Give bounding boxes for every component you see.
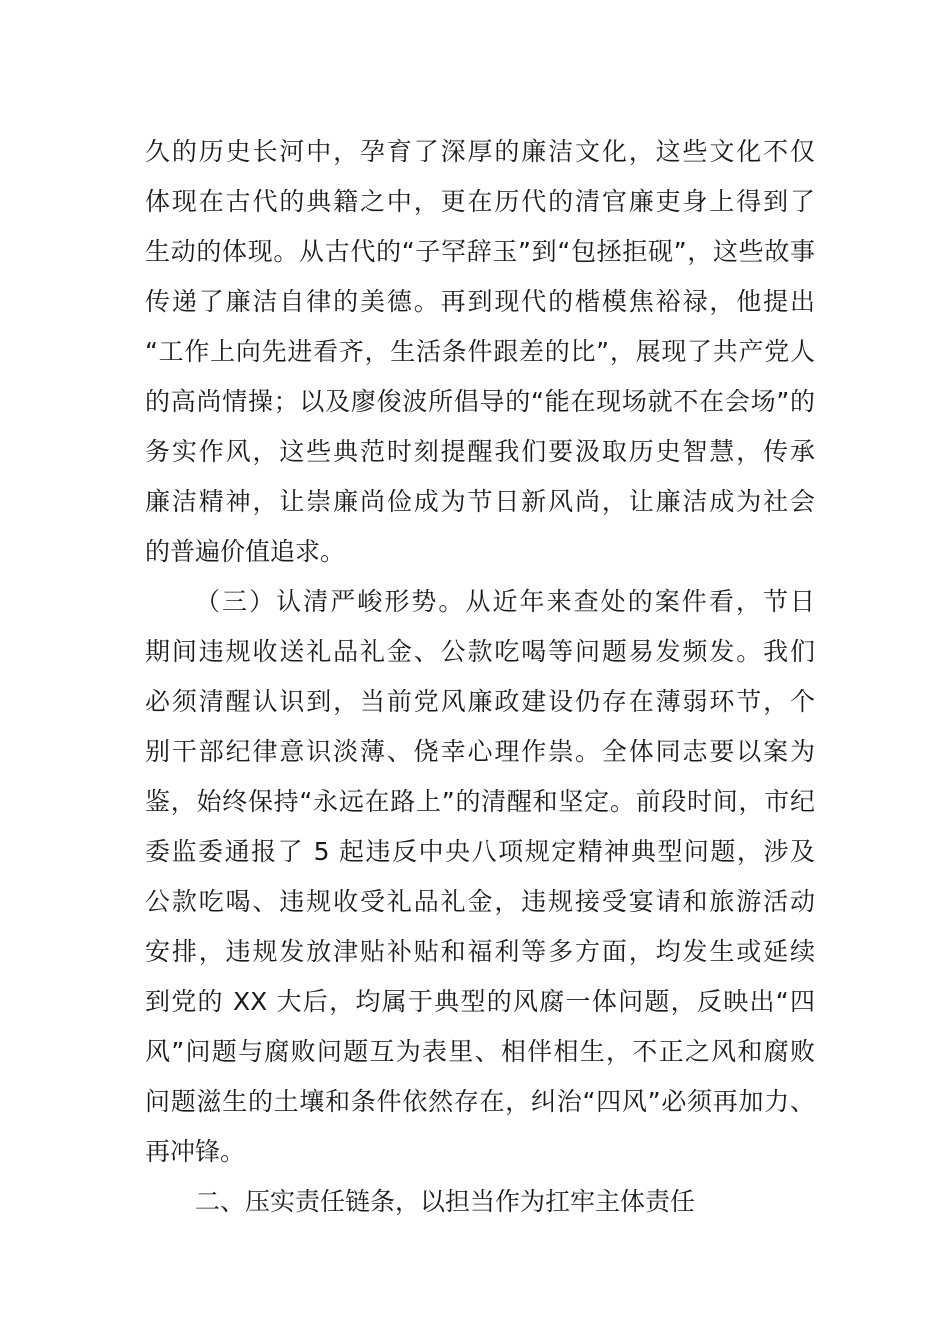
text-line: 务实作风，这些典范时刻提醒我们要汲取历史智慧，传承	[145, 437, 815, 466]
text-line: 久的历史长河中，孕育了深厚的廉洁文化，这些文化不仅	[145, 137, 815, 166]
text-line: 必须清醒认识到，当前党风廉政建设仍存在薄弱环节，个	[145, 687, 815, 716]
text-line: 再冲锋。	[145, 1137, 246, 1166]
text-line: 委监委通报了 5 起违反中央八项规定精神典型问题，涉及	[145, 837, 815, 866]
text-line: 到党的 XX 大后，均属于典型的风腐一体问题，反映出“四	[145, 987, 815, 1016]
section-heading: 二、压实责任链条，以担当作为扛牢主体责任	[195, 1187, 696, 1216]
text-line: 风”问题与腐败问题互为表里、相伴相生，不正之风和腐败	[145, 1037, 815, 1066]
text-line: 体现在古代的典籍之中，更在历代的清官廉吏身上得到了	[145, 187, 815, 216]
text-line: 的高尚情操；以及廖俊波所倡导的“能在现场就不在会场”的	[145, 387, 815, 416]
text-line: 的普遍价值追求。	[145, 537, 346, 566]
text-line: 廉洁精神，让崇廉尚俭成为节日新风尚，让廉洁成为社会	[145, 487, 815, 516]
text-line: 传递了廉洁自律的美德。再到现代的楷模焦裕禄，他提出	[145, 287, 815, 316]
text-line: 鉴，始终保持“永远在路上”的清醒和坚定。前段时间，市纪	[145, 787, 815, 816]
text-line: 公款吃喝、违规收受礼品礼金，违规接受宴请和旅游活动	[145, 887, 815, 916]
text-line: 安排，违规发放津贴补贴和福利等多方面，均发生或延续	[145, 937, 815, 966]
text-line: 别干部纪律意识淡薄、侥幸心理作祟。全体同志要以案为	[145, 737, 815, 766]
text-line: 生动的体现。从古代的“子罕辞玉”到“包拯拒砚”，这些故事	[145, 237, 815, 266]
body-text	[145, 127, 815, 1227]
text-line: “工作上向先进看齐，生活条件跟差的比”，展现了共产党人	[145, 337, 815, 366]
text-line: 期间违规收送礼品礼金、公款吃喝等问题易发频发。我们	[145, 637, 815, 666]
section-lead-line: （三）认清严峻形势。从近年来查处的案件看，节日	[195, 587, 815, 616]
text-line: 问题滋生的土壤和条件依然存在，纠治“四风”必须再加力、	[145, 1087, 815, 1116]
